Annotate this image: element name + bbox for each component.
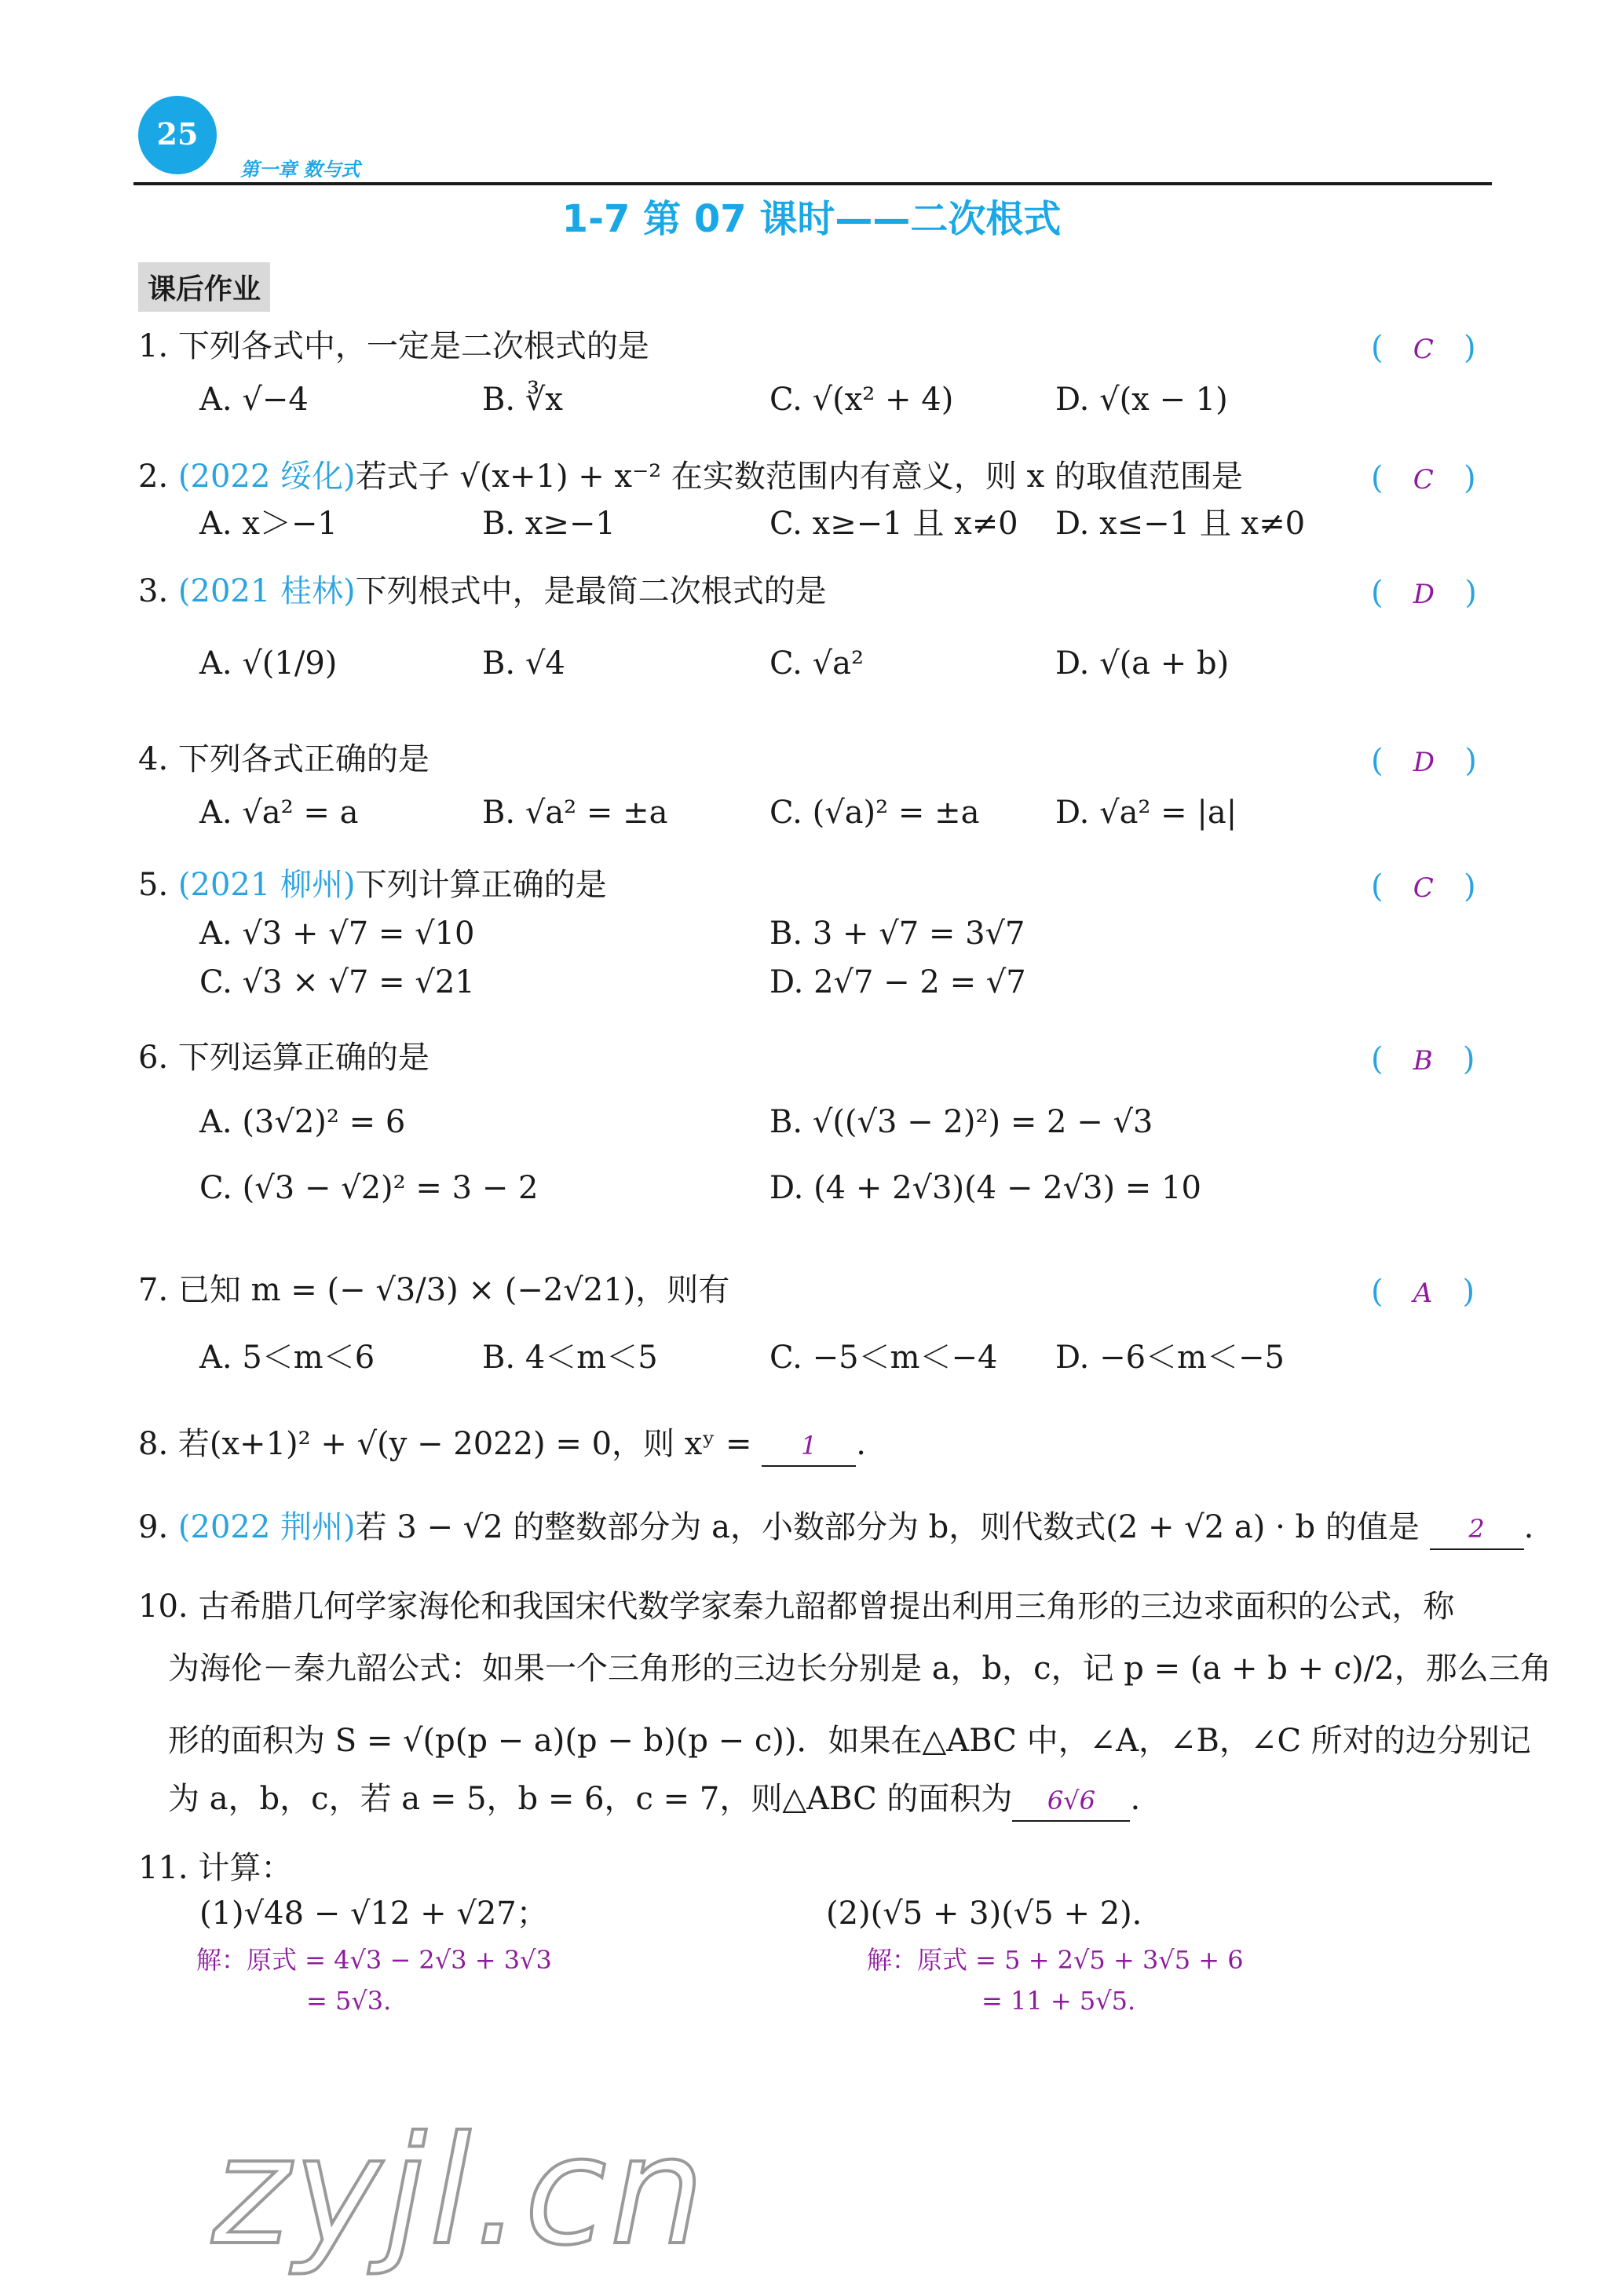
question-11-part-2: (2)(√5 + 3)(√5 + 2)． — [826, 1896, 1164, 1932]
question-11-part-1: (1)√48 − √12 + √27； — [199, 1896, 548, 1932]
question-2 — [138, 457, 1243, 496]
header-rule — [133, 182, 1492, 185]
answer-letter: A — [1413, 1278, 1433, 1309]
question-line: 为 a，b，c，若 a = 5，b = 6，c = 7，则△ABC 的面积为 — [168, 1781, 1013, 1817]
question-stem: 若式子 √(x+1) + x⁻² 在实数范围内有意义，则 x 的取值范围是 — [355, 459, 1243, 495]
option-a: A. √(1/9) — [199, 645, 338, 682]
solution-2-line-2: = 11 + 5√5. — [981, 1986, 1136, 2016]
option-b: B. √4 — [482, 645, 565, 682]
question-stem: 已知 m = (− √3/3) × (−2√21)，则有 — [177, 1272, 730, 1308]
question-7 — [138, 1270, 729, 1310]
question-number: 11. — [138, 1850, 188, 1886]
question-9 — [138, 1508, 1533, 1550]
page-number-badge — [138, 96, 217, 174]
option-a: A. (3√2)² = 6 — [199, 1104, 406, 1140]
page-number: 25 — [156, 116, 199, 152]
option-d: D. (4 + 2√3)(4 − 2√3) = 10 — [769, 1170, 1201, 1206]
solution-2-line-1: 解：原式 = 5 + 2√5 + 3√5 + 6 — [867, 1945, 1244, 1975]
option-b: B. √a² = ±a — [482, 795, 668, 831]
question-end: . — [1523, 1509, 1534, 1545]
question-stem: 下列根式中，是最简二次根式的是 — [355, 573, 827, 609]
question-source: (2021 柳州) — [177, 867, 356, 903]
solution-1-line-2: = 5√3. — [306, 1986, 392, 2016]
question-3 — [138, 572, 827, 611]
option-c: C. x≥−1 且 x≠0 — [769, 506, 1018, 542]
option-a: A. x＞−1 — [199, 506, 338, 542]
option-b: B. x≥−1 — [482, 506, 616, 542]
option-c: C. √a² — [769, 645, 864, 682]
page-title: 1-7 第 07 课时——二次根式 — [561, 197, 1062, 241]
option-a: A. √3 + √7 = √10 — [199, 916, 475, 952]
option-d: D. −6＜m＜−5 — [1055, 1340, 1285, 1376]
question-1 — [138, 327, 649, 366]
question-source: (2021 桂林) — [177, 573, 356, 609]
option-b: B. 4＜m＜5 — [482, 1340, 658, 1376]
fill-blank: 1 — [762, 1426, 856, 1467]
question-source: (2022 绥化) — [177, 459, 356, 495]
question-10-line-2: 为海伦－秦九韶公式：如果一个三角形的三边长分别是 a，b，c，记 p = (a + b + c)/2，那么三角 — [168, 1651, 1552, 1687]
fill-blank: 2 — [1430, 1509, 1524, 1550]
option-c: C. (√a)² = ±a — [769, 795, 980, 831]
section-label: 课后作业 — [138, 262, 270, 312]
option-b: B. ∛x — [482, 382, 563, 418]
question-number: 7. — [138, 1272, 169, 1308]
question-number: 5. — [138, 867, 169, 903]
answer-bracket-3: ( D ) — [1371, 575, 1477, 611]
option-c: C. √3 × √7 = √21 — [199, 964, 475, 1000]
answer-bracket-6: ( B ) — [1371, 1041, 1475, 1077]
answer-bracket-1: ( C ) — [1371, 330, 1476, 366]
option-d: D. √(x − 1) — [1055, 382, 1228, 418]
option-c: C. √(x² + 4) — [769, 382, 954, 418]
question-number: 9. — [138, 1509, 169, 1545]
question-number: 2. — [138, 459, 169, 495]
answer-letter: D — [1413, 747, 1435, 778]
question-8 — [138, 1424, 866, 1467]
question-number: 1. — [138, 328, 169, 364]
question-number: 8. — [138, 1426, 169, 1462]
question-end: . — [856, 1426, 866, 1462]
question-line: 古希腊几何学家海伦和我国宋代数学家秦九韶都曾提出利用三角形的三边求面积的公式，称 — [198, 1589, 1455, 1625]
fill-blank: 6√6 — [1012, 1781, 1130, 1822]
chapter-label: 第一章 数与式 — [240, 158, 360, 181]
answer-bracket-2: ( C ) — [1371, 460, 1476, 496]
answer-bracket-5: ( C ) — [1371, 868, 1476, 905]
option-a: A. √−4 — [199, 382, 309, 418]
option-c: C. (√3 − √2)² = 3 − 2 — [199, 1170, 539, 1206]
option-d: D. √(a + b) — [1055, 645, 1230, 682]
solution-1-line-1: 解：原式 = 4√3 − 2√3 + 3√3 — [196, 1945, 552, 1975]
answer-bracket-4: ( D ) — [1371, 743, 1477, 779]
question-stem: 下列各式正确的是 — [177, 741, 430, 777]
option-a: A. √a² = a — [199, 795, 359, 831]
option-b: B. 3 + √7 = 3√7 — [769, 916, 1025, 952]
question-11 — [138, 1848, 292, 1888]
answer-bracket-7: ( A ) — [1371, 1274, 1475, 1310]
question-end: . — [1130, 1781, 1141, 1817]
option-d: D. 2√7 − 2 = √7 — [769, 964, 1026, 1000]
answer-letter: C — [1413, 334, 1434, 365]
question-5 — [138, 865, 607, 905]
option-b: B. √((√3 − 2)²) = 2 − √3 — [769, 1104, 1153, 1140]
option-d: D. x≤−1 且 x≠0 — [1055, 506, 1306, 542]
option-d: D. √a² = |a| — [1055, 795, 1237, 831]
question-stem: 若(x+1)² + √(y − 2022) = 0，则 xʸ = — [177, 1426, 752, 1462]
answer-letter: C — [1413, 464, 1434, 495]
watermark: zyjl.cn — [212, 2104, 708, 2278]
question-6 — [138, 1038, 430, 1077]
question-stem: 下列各式中，一定是二次根式的是 — [177, 328, 649, 364]
question-4 — [138, 740, 430, 779]
option-c: C. −5＜m＜−4 — [769, 1340, 998, 1376]
question-stem: 计算： — [198, 1850, 293, 1886]
question-10-line-3: 形的面积为 S = √(p(p − a)(p − b)(p − c))．如果在△ABC 中，∠A，∠B，∠C 所对的边分别记 — [168, 1723, 1531, 1759]
answer-letter: C — [1413, 872, 1434, 904]
question-number: 3. — [138, 573, 169, 609]
answer-letter: D — [1413, 579, 1435, 610]
question-stem: 下列运算正确的是 — [177, 1040, 430, 1076]
question-number: 10. — [138, 1589, 188, 1625]
option-a: A. 5＜m＜6 — [199, 1340, 375, 1376]
question-10-line-4 — [168, 1779, 1140, 1822]
question-source: (2022 荆州) — [177, 1509, 356, 1545]
question-number: 6. — [138, 1040, 169, 1076]
question-number: 4. — [138, 741, 169, 777]
question-stem: 若 3 − √2 的整数部分为 a，小数部分为 b，则代数式(2 + √2 a) · b 的值是 — [355, 1509, 1420, 1545]
answer-letter: B — [1413, 1045, 1433, 1077]
question-10 — [138, 1588, 1454, 1625]
question-stem: 下列计算正确的是 — [355, 867, 607, 903]
